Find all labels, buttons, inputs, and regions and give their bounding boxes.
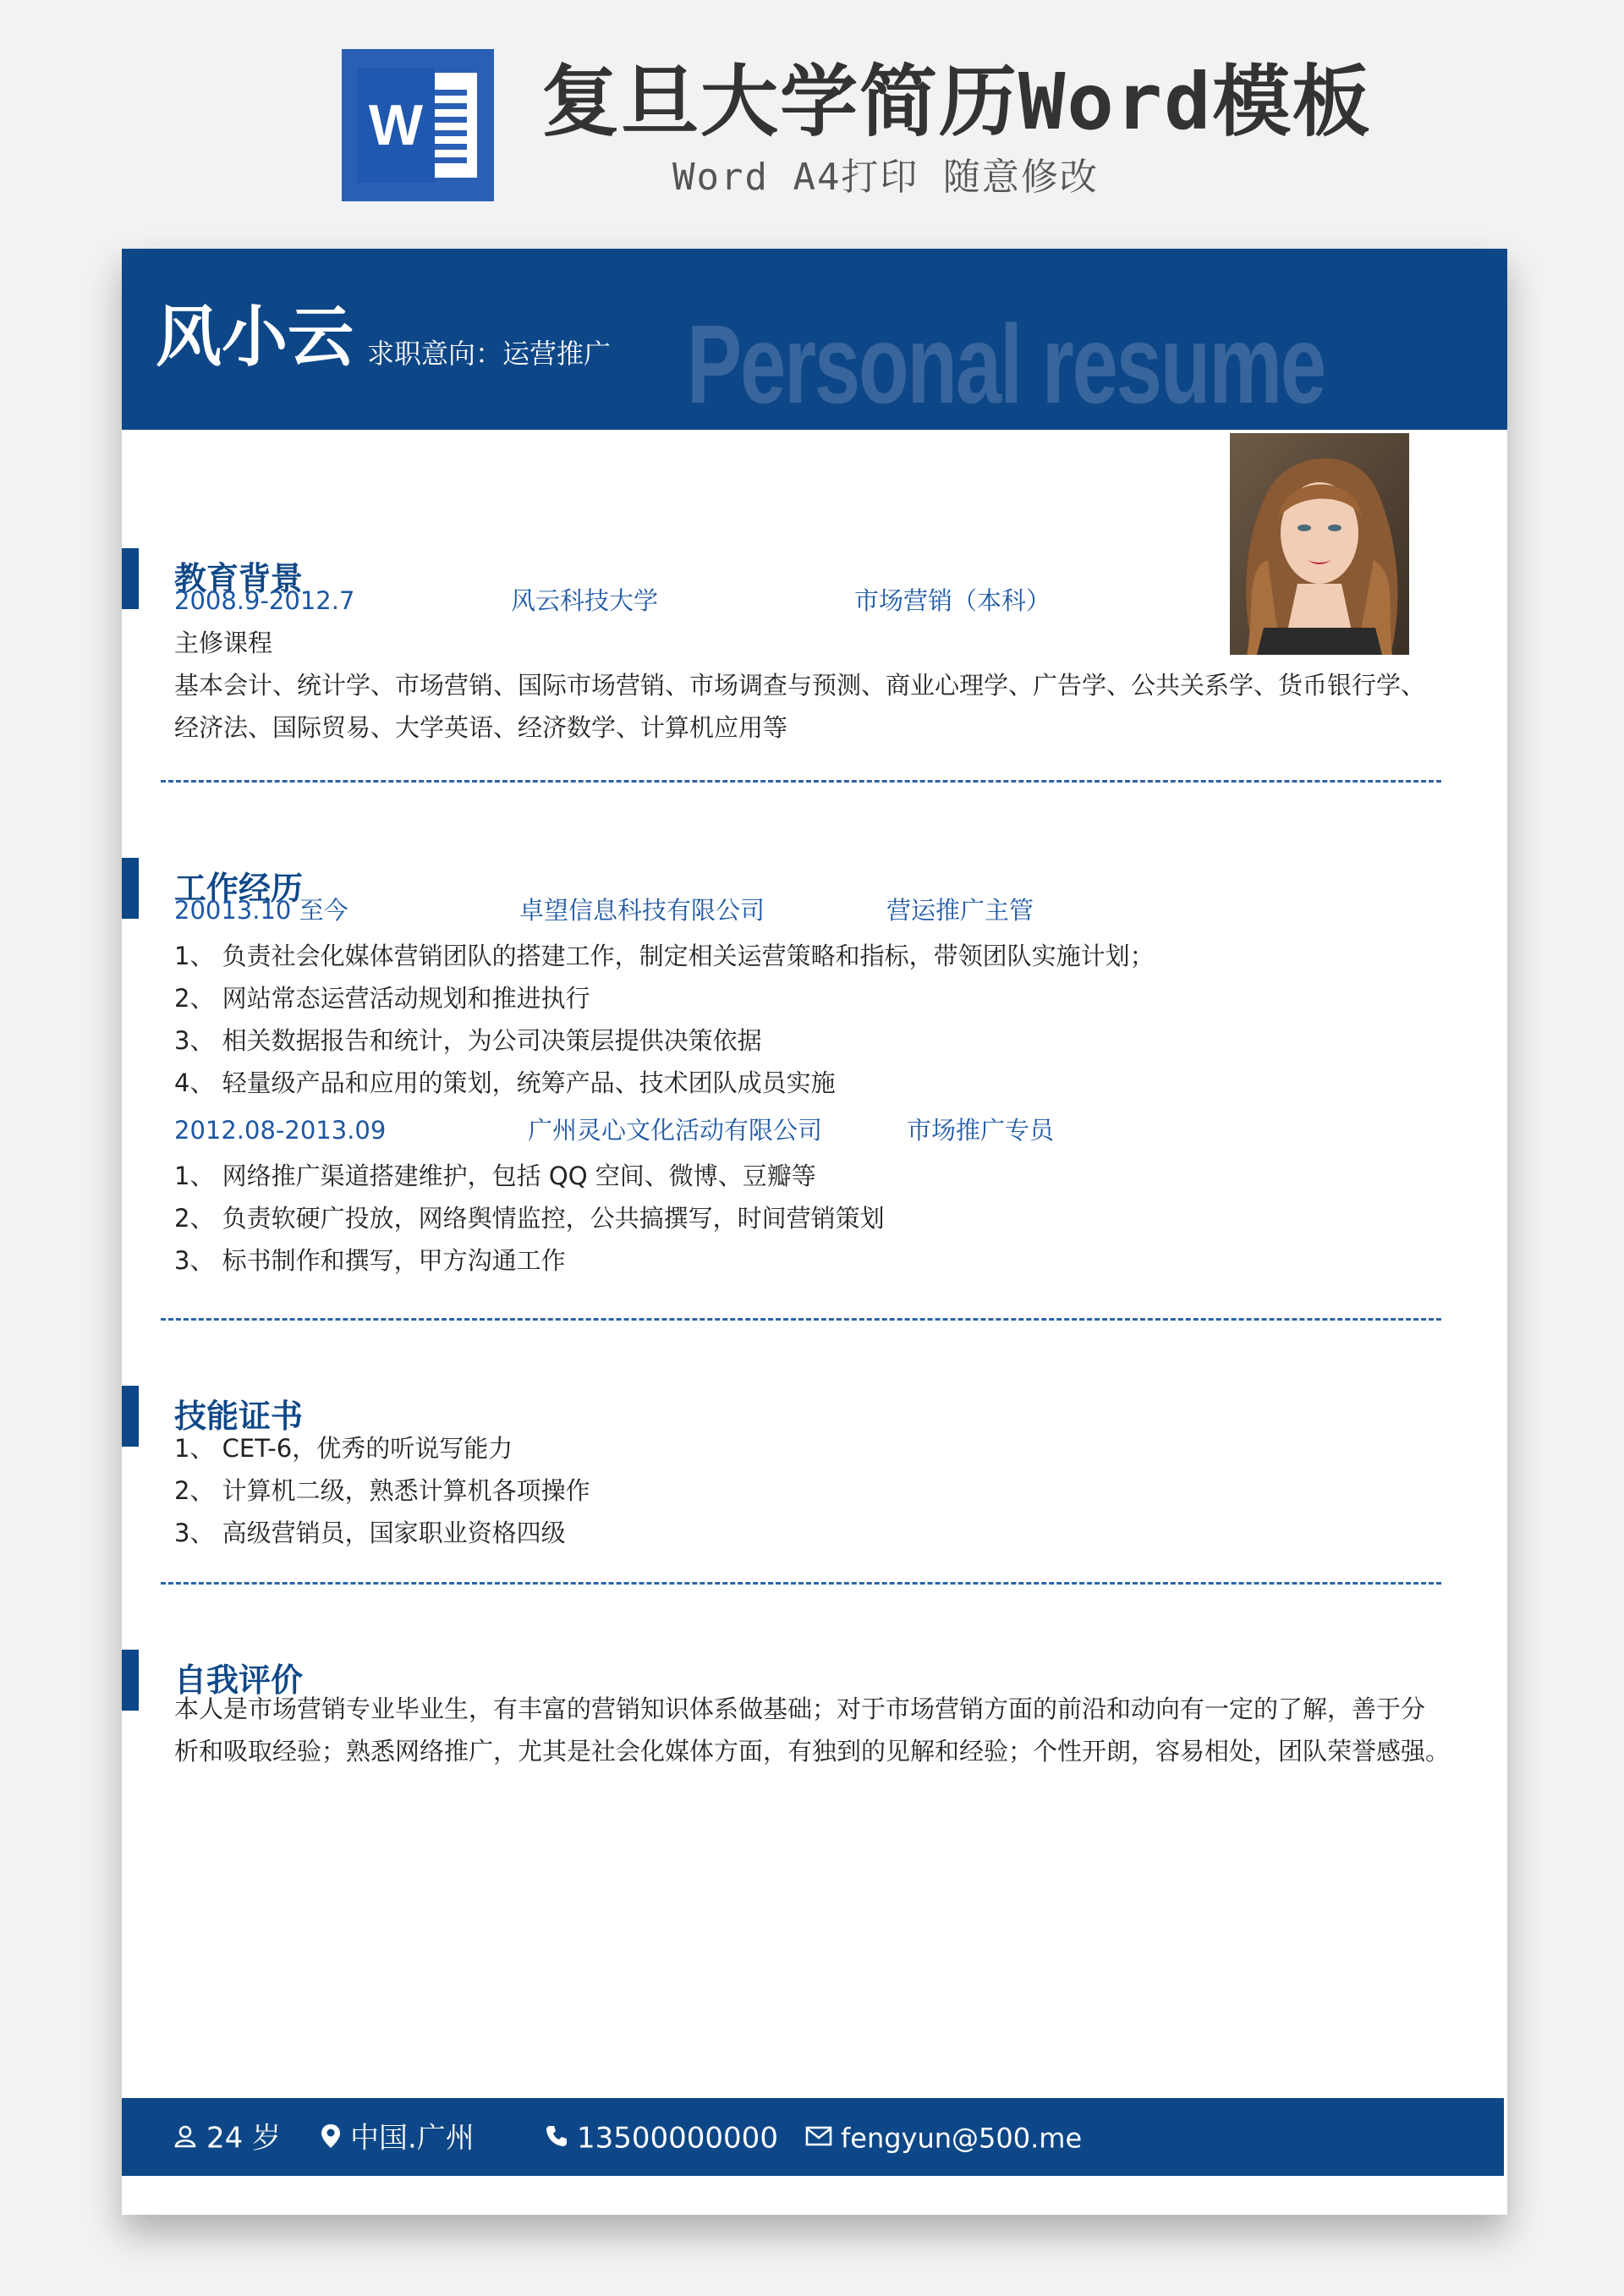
resume-page [122, 249, 1507, 2215]
word-logo-icon [342, 49, 494, 201]
job-2-role: 市场推广专员 [907, 1116, 1055, 1145]
location-value: 中国.广州 [350, 2121, 475, 2156]
template-banner [0, 0, 1624, 220]
section-marker [122, 548, 139, 609]
location-pin-icon [320, 2123, 342, 2150]
job-1-company: 卓望信息科技有限公司 [519, 896, 765, 925]
job-2-duty: 3、 标书制作和撰写，甲方沟通工作 [174, 1246, 566, 1275]
mail-icon [805, 2126, 832, 2146]
section-divider [161, 780, 1441, 783]
skill-item: 1、 CET-6，优秀的听说写能力 [174, 1434, 513, 1463]
job-1-period: 20013.10 至今 [174, 896, 348, 925]
education-major: 市场营销（本科） [854, 586, 1051, 615]
email-value[interactable]: fengyun@500.me [841, 2122, 1083, 2155]
job-intent [367, 335, 611, 372]
candidate-name: 风小云 [156, 299, 354, 376]
section-title-education: 教育背景 [174, 560, 304, 597]
job-1-duty: 3、 相关数据报告和统计，为公司决策层提供决策依据 [174, 1026, 762, 1055]
phone-icon [545, 2124, 568, 2148]
section-marker [122, 858, 139, 919]
courses-line-1: 基本会计、统计学、市场营销、国际市场营销、市场调查与预测、商业心理学、广告学、公共关系学、货币银行学、 [174, 671, 1426, 700]
age-value: 24 岁 [206, 2121, 282, 2156]
word-logo-letter: W [357, 68, 435, 183]
section-divider [161, 1318, 1441, 1321]
job-1-role: 营运推广主管 [886, 896, 1034, 925]
banner-title: 复旦大学简历Word模板 [541, 57, 1372, 147]
courses-label: 主修课程 [174, 629, 273, 657]
contact-phone [545, 2098, 778, 2176]
job-2-duty: 2、 负责软硬广投放，网络舆情监控，公共搞撰写，时间营销策划 [174, 1204, 885, 1233]
contact-email [805, 2098, 1082, 2176]
phone-value[interactable]: 13500000000 [577, 2121, 778, 2156]
contact-location [320, 2098, 475, 2176]
watermark-text: Personal resume [687, 302, 1325, 426]
section-title-work: 工作经历 [174, 870, 304, 907]
section-marker [122, 1386, 139, 1447]
resume-header [122, 249, 1507, 430]
banner-subtitle: Word A4打印 随意修改 [672, 156, 1099, 199]
section-title-self-evaluation: 自我评价 [174, 1662, 304, 1699]
job-1-duty: 4、 轻量级产品和应用的策划，统筹产品、技术团队成员实施 [174, 1068, 836, 1097]
job-2-duty: 1、 网络推广渠道搭建维护，包括 QQ 空间、微博、豆瓣等 [174, 1162, 816, 1190]
education-school: 风云科技大学 [511, 586, 659, 615]
job-2-company: 广州灵心文化活动有限公司 [528, 1116, 823, 1145]
education-period: 2008.9-2012.7 [174, 586, 355, 615]
user-icon [173, 2123, 198, 2149]
section-divider [161, 1582, 1441, 1585]
profile-photo [1230, 433, 1409, 655]
section-title-skills: 技能证书 [174, 1398, 304, 1435]
self-evaluation-line-1: 本人是市场营销专业毕业生，有丰富的营销知识体系做基础；对于市场营销方面的前沿和动向有一定的了解，善于分 [174, 1695, 1426, 1723]
courses-line-2: 经济法、国际贸易、大学英语、经济数学、计算机应用等 [174, 713, 788, 742]
skill-item: 3、 高级营销员，国家职业资格四级 [174, 1519, 566, 1547]
section-marker [122, 1650, 139, 1711]
skill-item: 2、 计算机二级，熟悉计算机各项操作 [174, 1476, 590, 1505]
job-intent-label: 求职意向： [367, 338, 503, 370]
job-1-duty: 1、 负责社会化媒体营销团队的搭建工作，制定相关运营策略和指标，带领团队实施计划； [174, 942, 1155, 970]
job-1-duty: 2、 网站常态运营活动规划和推进执行 [174, 984, 590, 1013]
job-2-period: 2012.08-2013.09 [174, 1116, 387, 1145]
contact-age [173, 2098, 281, 2176]
job-intent-value: 运营推广 [502, 338, 612, 370]
self-evaluation-line-2: 析和吸取经验；熟悉网络推广，尤其是社会化媒体方面，有独到的见解和经验；个性开朗，容易相处，团队荣誉感强。 [174, 1737, 1451, 1766]
contact-bar [122, 2098, 1504, 2176]
